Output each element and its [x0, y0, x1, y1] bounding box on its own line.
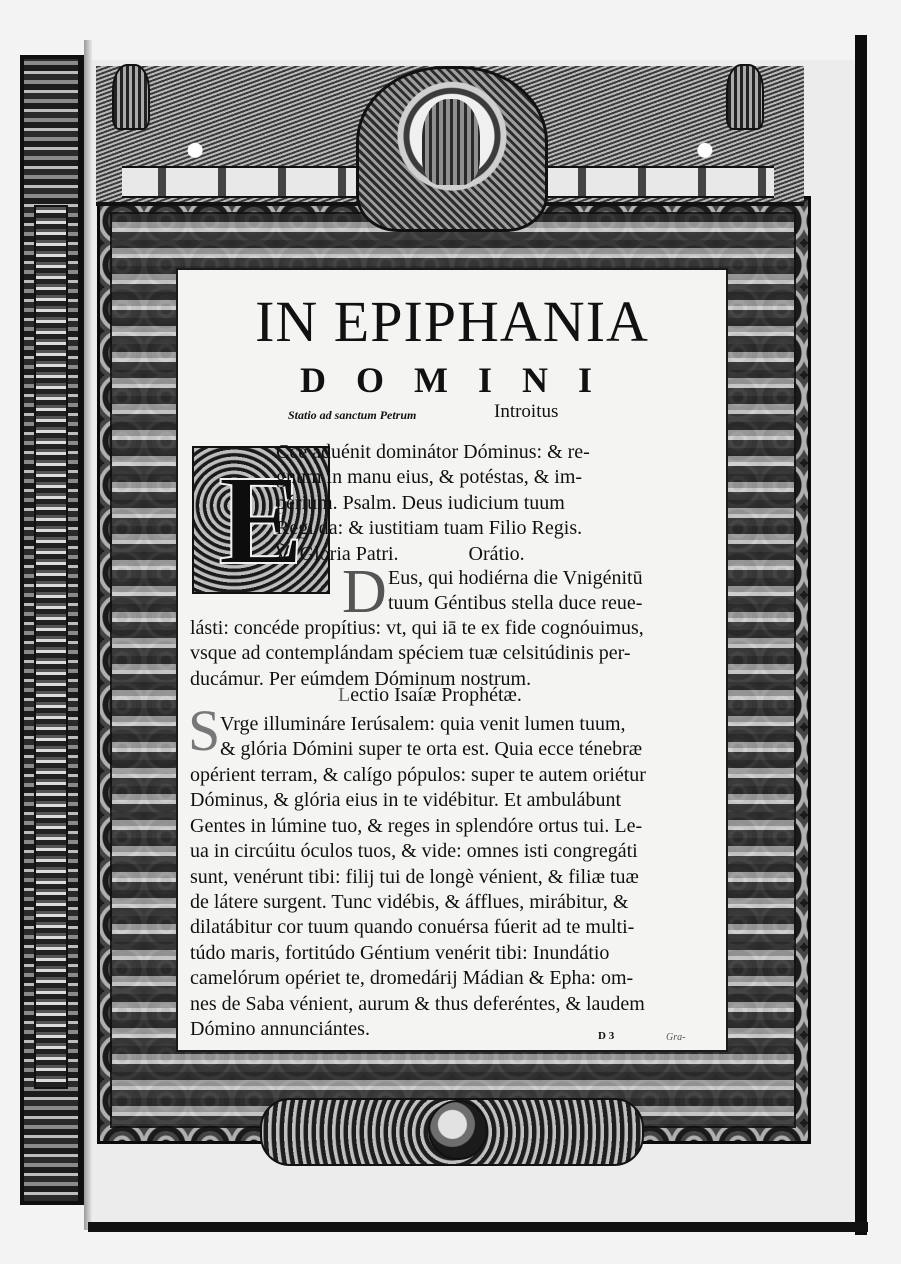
text-line: Cce aduénit dominátor Dóminus: & re-: [276, 441, 590, 463]
text-line: Dómino annunciántes.: [190, 1017, 370, 1040]
text-line: sunt, venérunt tibi: filij tui de longè vénient, & filiæ tuæ: [190, 865, 639, 888]
reading-text: [190, 763, 720, 1042]
text-line: dilatábitur cor tuum quando conuérsa fúerit ad te multi-: [190, 916, 635, 939]
text-line: ua in circúitu óculos tuos, & vide: omnes isti congregáti: [190, 840, 638, 863]
text-line: de látere surgent. Tunc vidébis, & áfflues, mirábitur, &: [190, 890, 629, 913]
introitus-heading: Introitus: [494, 401, 559, 422]
oratio-text-indented: [388, 566, 718, 617]
text-line: nes de Saba vénient, aurum & thus deferéntes, & laudem: [190, 992, 645, 1015]
text-line: gnum in manu eius, & potéstas, & im-: [276, 466, 583, 489]
text-line: vsque ad contemplándam spéciem tuæ celsitúdinis per-: [190, 642, 631, 665]
text-line: Eus, qui hodiérna die Vnigénitū: [388, 567, 643, 589]
catchword: Gra-: [666, 1032, 686, 1043]
text-line: ℣. Glória Patri. Orátio.: [276, 542, 525, 565]
book-gutter: [84, 40, 92, 1230]
text-line: Dóminus, & glória eius in te vidébitur. Et ambulábunt: [190, 789, 622, 812]
initial-l: L: [338, 684, 351, 706]
flaming-urn-left-icon: [112, 64, 150, 130]
text-line: Vrge illumináre Ierúsalem: quia venit lumen tuum,: [220, 713, 626, 735]
initial-s: S: [188, 698, 221, 763]
text-line: ducámur. Per eúmdem Dóminum nostrum.: [190, 667, 532, 690]
right-page-edge: [855, 35, 867, 1235]
text-line: túdo maris, fortitúdo Géntium venérit tibi: Inundátio: [190, 941, 610, 964]
oratio-text: [190, 616, 720, 692]
page-subtitle: DOMINI: [300, 360, 622, 400]
cherub-head-icon: [428, 1100, 488, 1160]
text-line: lásti: concéde propítius: vt, qui iā te ex fide cognóuimus,: [190, 617, 644, 639]
text-line: opérient terram, & calígo pópulos: super te autem oriétur: [190, 764, 646, 786]
text-line: Regi da: & iustitiam tuam Filio Regis.: [276, 517, 583, 540]
introit-text: [276, 440, 716, 567]
initial-d: D: [342, 558, 387, 626]
text-line: camelórum opériet te, dromedárij Mádian & Epha: om-: [190, 967, 634, 990]
bottom-page-edge: [88, 1222, 868, 1232]
decorated-initial-e: E: [192, 446, 330, 594]
text-line: tuum Géntibus stella duce reue-: [388, 592, 643, 615]
flaming-urn-right-icon: [726, 64, 764, 130]
text-line: & glória Dómini super te orta est. Quia ecce ténebræ: [220, 738, 643, 761]
signature-mark: D 3: [598, 1030, 615, 1042]
text-panel: [176, 268, 728, 1052]
text-line: Gentes in lúmine tuo, & reges in splendóre ortus tui. Le-: [190, 814, 643, 837]
lectio-heading: Lectio Isaíæ Prophétæ.: [338, 684, 522, 706]
text-line: périum. Psalm. Deus iudicium tuum: [276, 491, 565, 514]
previous-page-edge: [20, 55, 85, 1205]
reading-text-indented: [220, 712, 720, 763]
christ-portrait-medallion: [356, 66, 548, 232]
page-title: IN EPIPHANIA: [255, 289, 649, 354]
statio-rubric: Statio ad sanctum Petrum: [288, 408, 417, 422]
